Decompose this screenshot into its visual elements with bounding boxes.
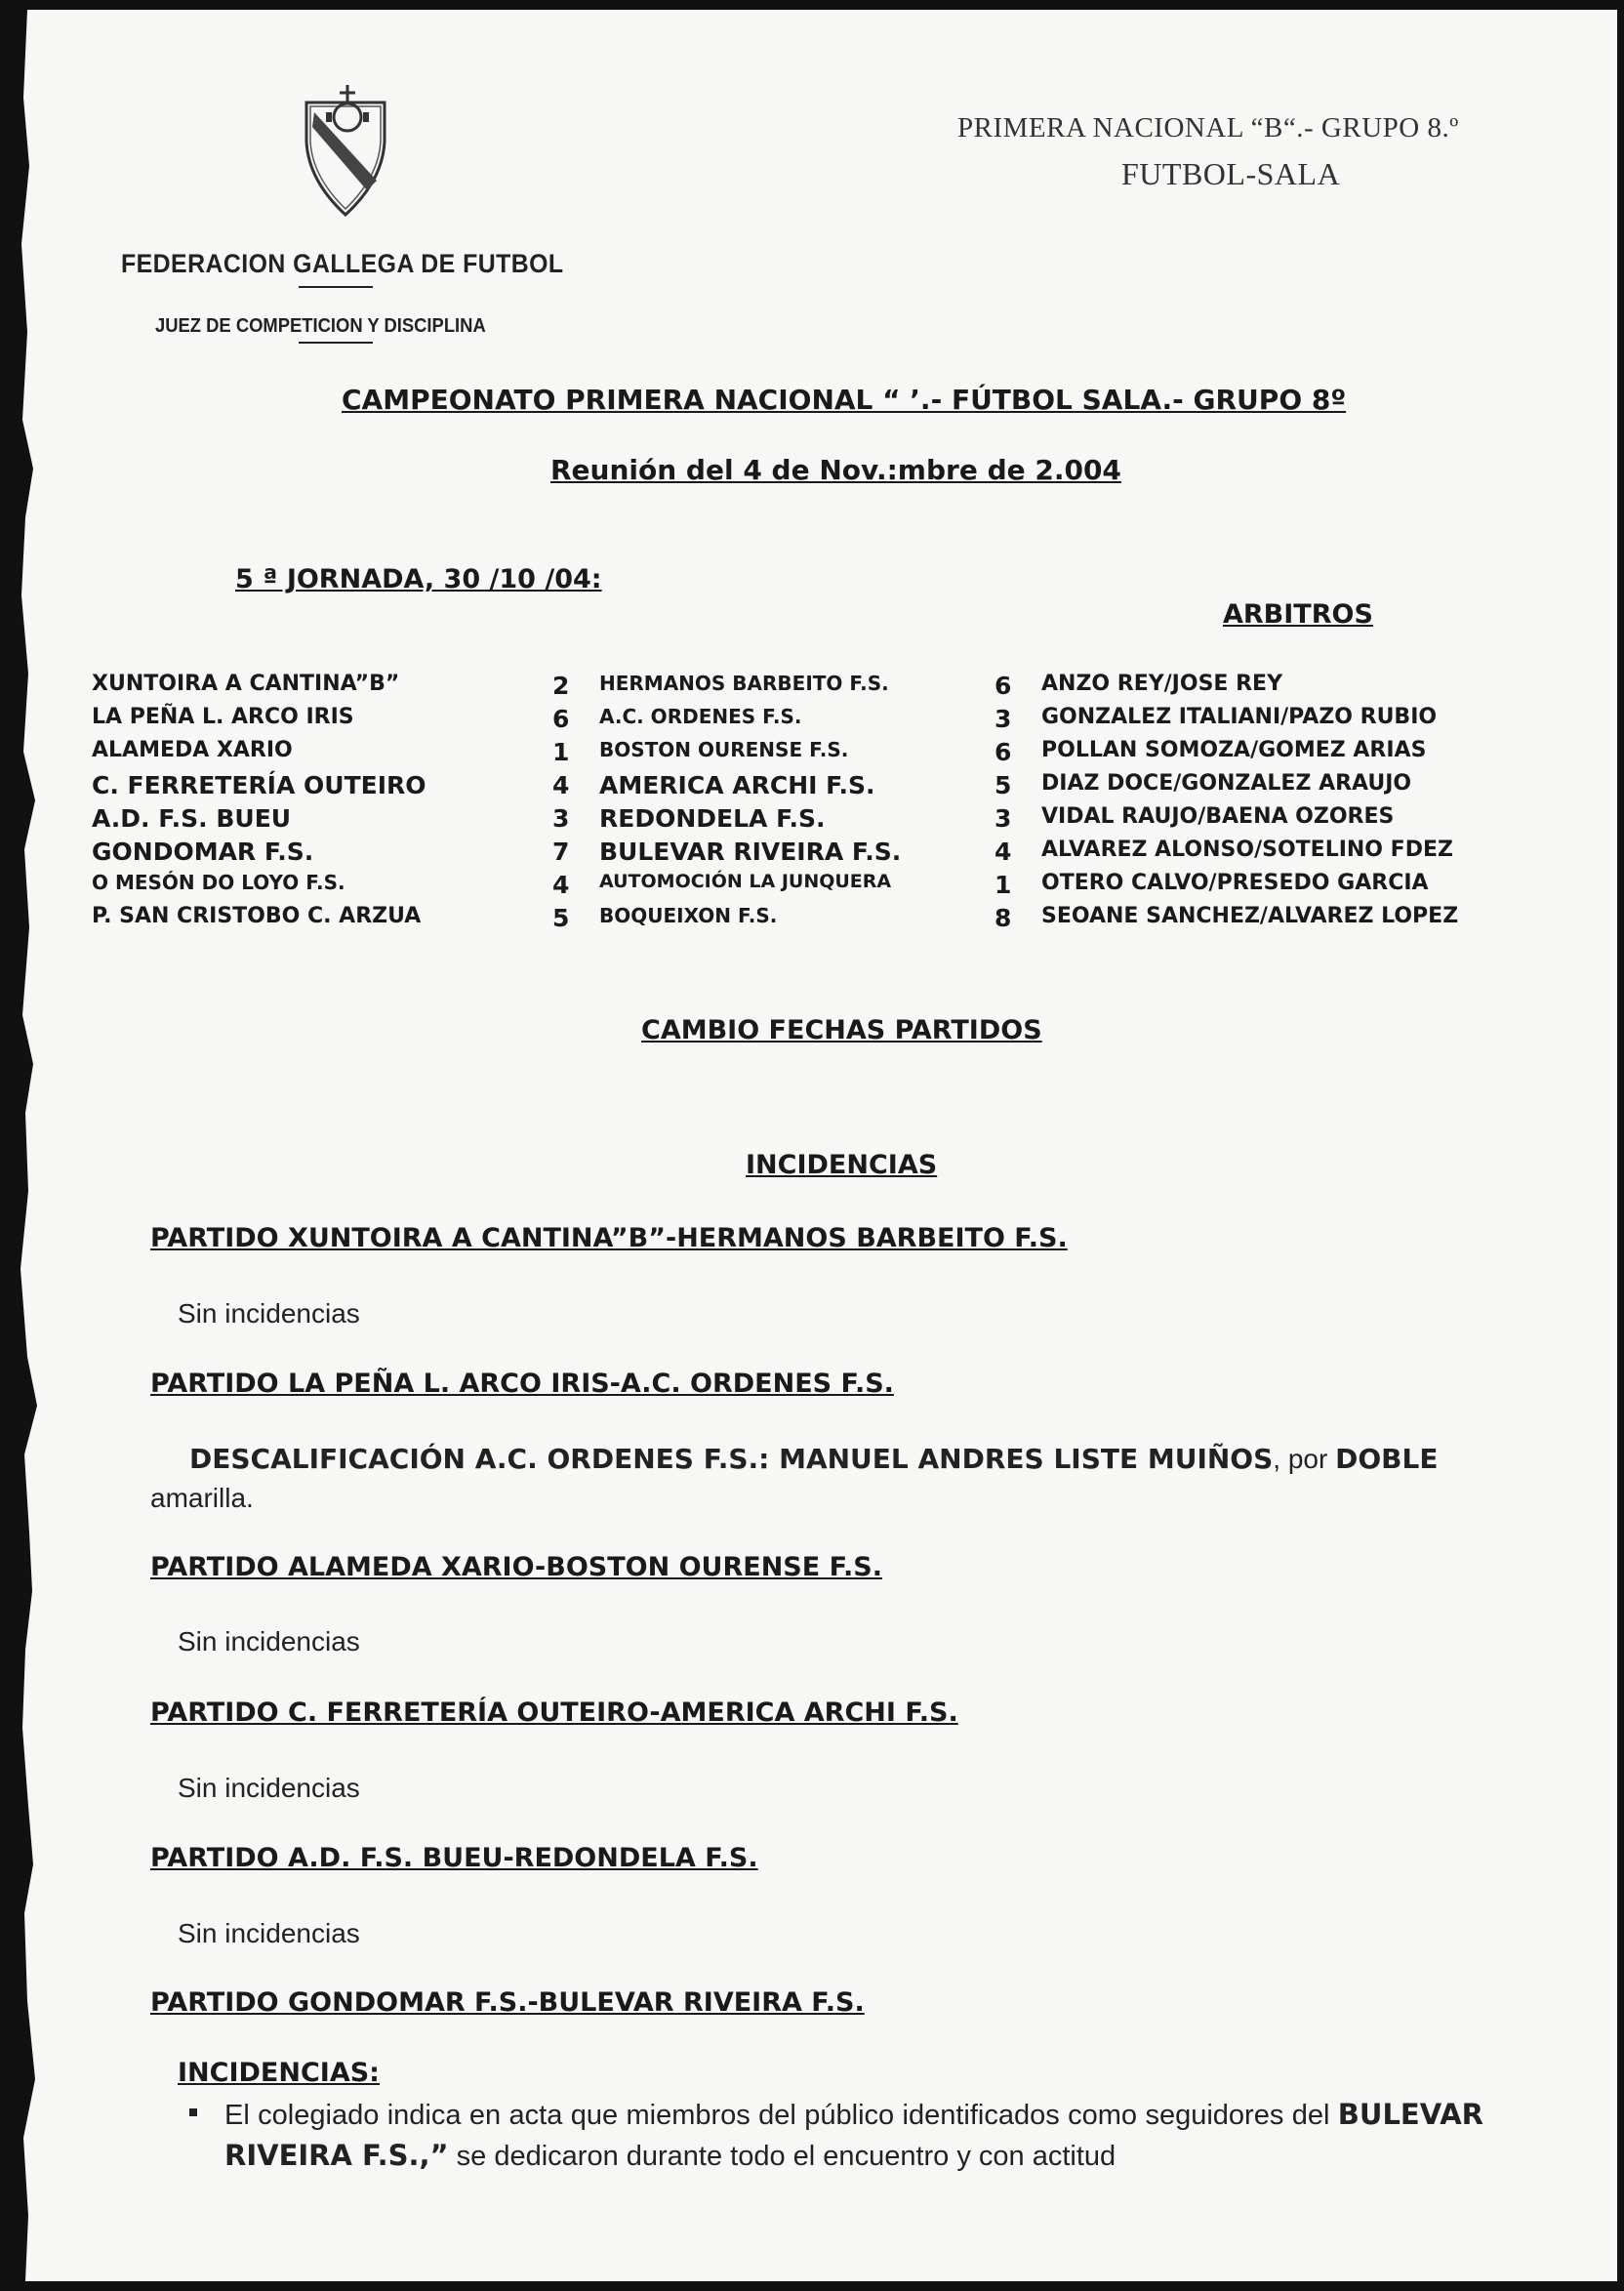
disqualification-note: [150, 1440, 1487, 1518]
away-team: AMERICA ARCHI F.S.: [599, 771, 875, 799]
away-score: 6: [995, 738, 1012, 766]
away-team: REDONDELA F.S.: [599, 804, 826, 833]
result-row: [92, 738, 1517, 771]
result-row: [92, 672, 1517, 705]
away-score: 6: [995, 672, 1012, 700]
result-row: [92, 771, 1517, 804]
office-name: JUEZ DE COMPETICION Y DISCIPLINA: [155, 315, 486, 337]
results-table: [92, 672, 1517, 937]
incident-team: BULEVAR RIVEIRA F.S.,”: [224, 2098, 1483, 2172]
match-note: Sin incidencias: [178, 1918, 360, 1948]
document-page: [14, 10, 1617, 2281]
referees: GONZALEZ ITALIANI/PAZO RUBIO: [1041, 705, 1438, 729]
match-note: Sin incidencias: [178, 1626, 360, 1657]
referees: POLLAN SOMOZA/GOMEZ ARIAS: [1041, 738, 1427, 762]
home-score: 1: [552, 738, 570, 766]
disqualification-player: DESCALIFICACIÓN A.C. ORDENES F.S.: MANUEL ANDRES LISTE MUIÑOS: [189, 1443, 1274, 1475]
incident-bullet: [224, 2095, 1483, 2177]
match-heading: PARTIDO ALAMEDA XARIO-BOSTON OURENSE F.S.: [150, 1552, 883, 1582]
meeting-date: Reunión del 4 de Nov.:mbre de 2.004: [550, 454, 1121, 486]
category-header: PRIMERA NACIONAL “B“.- GRUPO 8.º: [957, 112, 1459, 143]
referees: DIAZ DOCE/GONZALEZ ARAUJO: [1041, 771, 1412, 796]
home-team: LA PEÑA L. ARCO IRIS: [92, 705, 354, 729]
incidents-subheading: INCIDENCIAS:: [178, 2058, 380, 2088]
match-heading: PARTIDO LA PEÑA L. ARCO IRIS-A.C. ORDENES F.S.: [150, 1369, 894, 1399]
away-score: 3: [995, 705, 1012, 733]
referees: VIDAL RAUJO/BAENA OZORES: [1041, 804, 1395, 829]
home-score: 3: [552, 804, 570, 833]
incident-text-cont: se dedicaron durante todo el encuentro y con actitud: [448, 2141, 1116, 2172]
home-score: 6: [552, 705, 570, 733]
away-score: 4: [995, 838, 1012, 866]
federation-name: FEDERACION GALLEGA DE FUTBOL: [121, 249, 564, 278]
match-heading: PARTIDO XUNTOIRA A CANTINA”B”-HERMANOS BARBEITO F.S.: [150, 1223, 1068, 1253]
disqualification-reason: DOBLE: [1335, 1443, 1439, 1475]
incidents-heading: INCIDENCIAS: [746, 1150, 938, 1180]
result-row: [92, 838, 1517, 871]
divider: [299, 342, 373, 344]
away-score: 8: [995, 904, 1012, 932]
result-row: [92, 871, 1517, 904]
referees: ANZO REY/JOSE REY: [1041, 672, 1283, 696]
away-team: HERMANOS BARBEITO F.S.: [599, 672, 889, 695]
home-score: 4: [552, 871, 570, 899]
home-team: C. FERRETERÍA OUTEIRO: [92, 771, 426, 799]
referees: ALVAREZ ALONSO/SOTELINO FDEZ: [1041, 838, 1453, 862]
disqualification-connector: , por: [1273, 1444, 1336, 1474]
match-heading: PARTIDO GONDOMAR F.S.-BULEVAR RIVEIRA F.S.: [150, 1987, 865, 2018]
home-team: ALAMEDA XARIO: [92, 738, 293, 762]
round-heading: 5 ª JORNADA, 30 /10 /04:: [235, 564, 602, 594]
away-score: 1: [995, 871, 1012, 899]
home-score: 4: [552, 771, 570, 799]
referees-heading: ARBITROS: [1223, 599, 1373, 630]
federation-crest-icon: [297, 73, 394, 220]
disqualification-reason-rest: amarilla.: [150, 1483, 254, 1513]
referees: OTERO CALVO/PRESEDO GARCIA: [1041, 871, 1429, 895]
home-score: 2: [552, 672, 570, 700]
bullet-icon: [189, 2108, 197, 2116]
home-team: O MESÓN DO LOYO F.S.: [92, 871, 345, 894]
home-team: XUNTOIRA A CANTINA”B”: [92, 672, 400, 696]
away-team: BOQUEIXON F.S.: [599, 904, 778, 927]
sport-header: FUTBOL-SALA: [1121, 156, 1341, 191]
match-heading: PARTIDO A.D. F.S. BUEU-REDONDELA F.S.: [150, 1843, 758, 1873]
result-row: [92, 705, 1517, 738]
torn-edge: [14, 10, 53, 2281]
match-heading: PARTIDO C. FERRETERÍA OUTEIRO-AMERICA ARCHI F.S.: [150, 1698, 958, 1728]
away-team: AUTOMOCIÓN LA JUNQUERA: [599, 871, 892, 892]
away-score: 5: [995, 771, 1012, 799]
away-score: 3: [995, 804, 1012, 833]
page-title: CAMPEONATO PRIMERA NACIONAL “ ’.- FÚTBOL SALA.- GRUPO 8º: [342, 384, 1347, 416]
home-team: A.D. F.S. BUEU: [92, 804, 292, 833]
match-note: Sin incidencias: [178, 1773, 360, 1803]
match-note: Sin incidencias: [178, 1298, 360, 1329]
divider: [299, 286, 373, 288]
result-row: [92, 904, 1517, 937]
away-team: A.C. ORDENES F.S.: [599, 705, 802, 728]
home-team: P. SAN CRISTOBO C. ARZUA: [92, 904, 422, 928]
incident-text: El colegiado indica en acta que miembros del público identificados como seguidores del: [224, 2100, 1338, 2131]
home-score: 5: [552, 904, 570, 932]
away-team: BOSTON OURENSE F.S.: [599, 738, 849, 761]
home-team: GONDOMAR F.S.: [92, 838, 314, 866]
result-row: [92, 804, 1517, 838]
home-score: 7: [552, 838, 570, 866]
referees: SEOANE SANCHEZ/ALVAREZ LOPEZ: [1041, 904, 1459, 928]
date-changes-heading: CAMBIO FECHAS PARTIDOS: [641, 1015, 1042, 1045]
away-team: BULEVAR RIVEIRA F.S.: [599, 838, 902, 866]
